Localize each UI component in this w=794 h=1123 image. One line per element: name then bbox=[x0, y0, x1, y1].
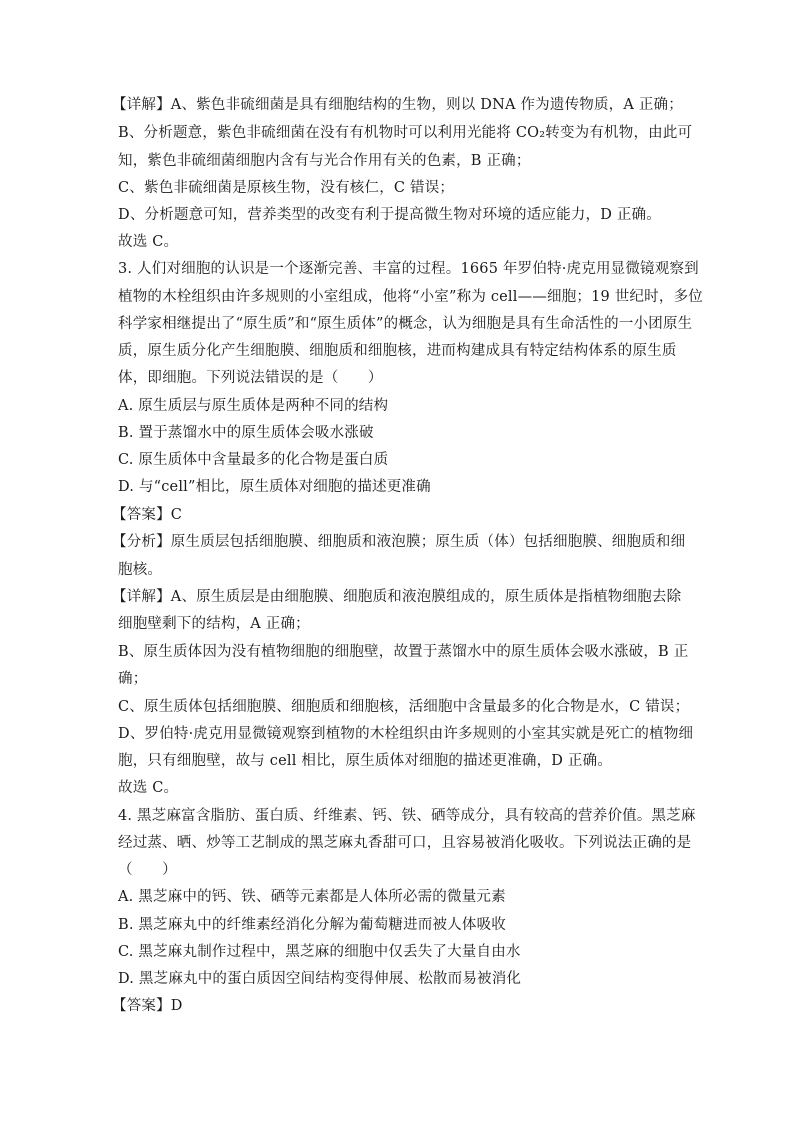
question-3-analysis: 【分析】原生质层包括细胞膜、细胞质和液泡膜；原生质（体）包括细胞膜、细胞质和细 bbox=[112, 534, 686, 550]
question-4-answer: 【答案】D bbox=[112, 998, 183, 1014]
question-3-explanation: B、原生质体因为没有植物细胞的细胞壁，故置于蒸馏水中的原生质体会吸水涨破，B 正 bbox=[118, 644, 689, 660]
question-3-explanation: 【详解】A、原生质层是由细胞膜、细胞质和液泡膜组成的，原生质体是指植物细胞去除 bbox=[112, 589, 682, 605]
question-3-explanation: D、罗伯特·虎克用显微镜观察到植物的木栓组织由许多规则的小室其实就是死亡的植物细 bbox=[118, 726, 694, 742]
question-3-conclusion: 故选 C。 bbox=[118, 780, 179, 796]
question-4-option-d: D. 黑芝麻丸中的蛋白质因空间结构变得伸展、松散而易被消化 bbox=[118, 971, 522, 987]
question-3-stem: 质，原生质分化产生细胞膜、细胞质和细胞核，进而构建成具有特定结构体系的原生质 bbox=[118, 343, 677, 359]
question-3-explanation: C、原生质体包括细胞膜、细胞质和细胞核，活细胞中含量最多的化合物是水，C 错误； bbox=[118, 699, 690, 715]
question-4-stem: 4. 黑芝麻富含脂肪、蛋白质、纤维素、钙、铁、硒等成分，具有较高的营养价值。黑芝麻 bbox=[118, 808, 696, 824]
question-3-analysis: 胞核。 bbox=[118, 562, 163, 578]
question-4-option-a: A. 黑芝麻中的钙、铁、硒等元素都是人体所必需的微量元素 bbox=[118, 889, 506, 905]
text-line: C、紫色非硫细菌是原核生物，没有核仁，C 错误； bbox=[118, 180, 455, 196]
text-line: B、分析题意，紫色非硫细菌在没有有机物时可以利用光能将 CO₂转变为有机物，由此可 bbox=[118, 125, 693, 141]
question-4-stem: 经过蒸、晒、炒等工艺制成的黑芝麻丸香甜可口，且容易被消化吸收。下列说法正确的是 bbox=[118, 835, 692, 851]
question-3-option-c: C. 原生质体中含量最多的化合物是蛋白质 bbox=[118, 452, 389, 468]
question-3-stem: 科学家相继提出了“原生质”和“原生质体”的概念，认为细胞是具有生命活性的一小团原生 bbox=[118, 316, 693, 332]
question-3-explanation: 细胞壁剩下的结构，A 正确； bbox=[118, 616, 310, 632]
question-3-option-b: B. 置于蒸馏水中的原生质体会吸水涨破 bbox=[118, 425, 374, 441]
question-4-stem: （ ） bbox=[118, 862, 177, 878]
question-4-option-b: B. 黑芝麻丸中的纤维素经消化分解为葡萄糖进而被人体吸收 bbox=[118, 917, 506, 933]
question-3-option-d: D. 与“cell”相比，原生质体对细胞的描述更准确 bbox=[118, 479, 431, 495]
question-3-stem: 植物的木栓组织由许多规则的小室组成，他将“小室”称为 cell——细胞；19 世纪时，多位 bbox=[118, 289, 703, 305]
question-3-explanation: 胞，只有细胞壁，故与 cell 相比，原生质体对细胞的描述更准确，D 正确。 bbox=[118, 753, 613, 769]
question-3-stem: 体，即细胞。下列说法错误的是（ ） bbox=[118, 370, 383, 386]
text-line: 知，紫色非硫细菌细胞内含有与光合作用有关的色素，B 正确； bbox=[118, 153, 531, 169]
text-line: D、分析题意可知，营养类型的改变有利于提高微生物对环境的适应能力，D 正确。 bbox=[118, 207, 661, 223]
question-3-explanation: 确； bbox=[118, 671, 148, 687]
text-line: 【详解】A、紫色非硫细菌是具有细胞结构的生物，则以 DNA 作为遗传物质，A 正确； bbox=[112, 97, 683, 113]
question-4-option-c: C. 黑芝麻丸制作过程中，黑芝麻的细胞中仅丢失了大量自由水 bbox=[118, 944, 521, 960]
question-3-option-a: A. 原生质层与原生质体是两种不同的结构 bbox=[118, 398, 389, 414]
text-line: 故选 C。 bbox=[118, 234, 179, 250]
question-3-stem: 3. 人们对细胞的认识是一个逐渐完善、丰富的过程。1665 年罗伯特·虎克用显微镜观察到 bbox=[118, 261, 699, 277]
question-3-answer: 【答案】C bbox=[112, 507, 183, 523]
